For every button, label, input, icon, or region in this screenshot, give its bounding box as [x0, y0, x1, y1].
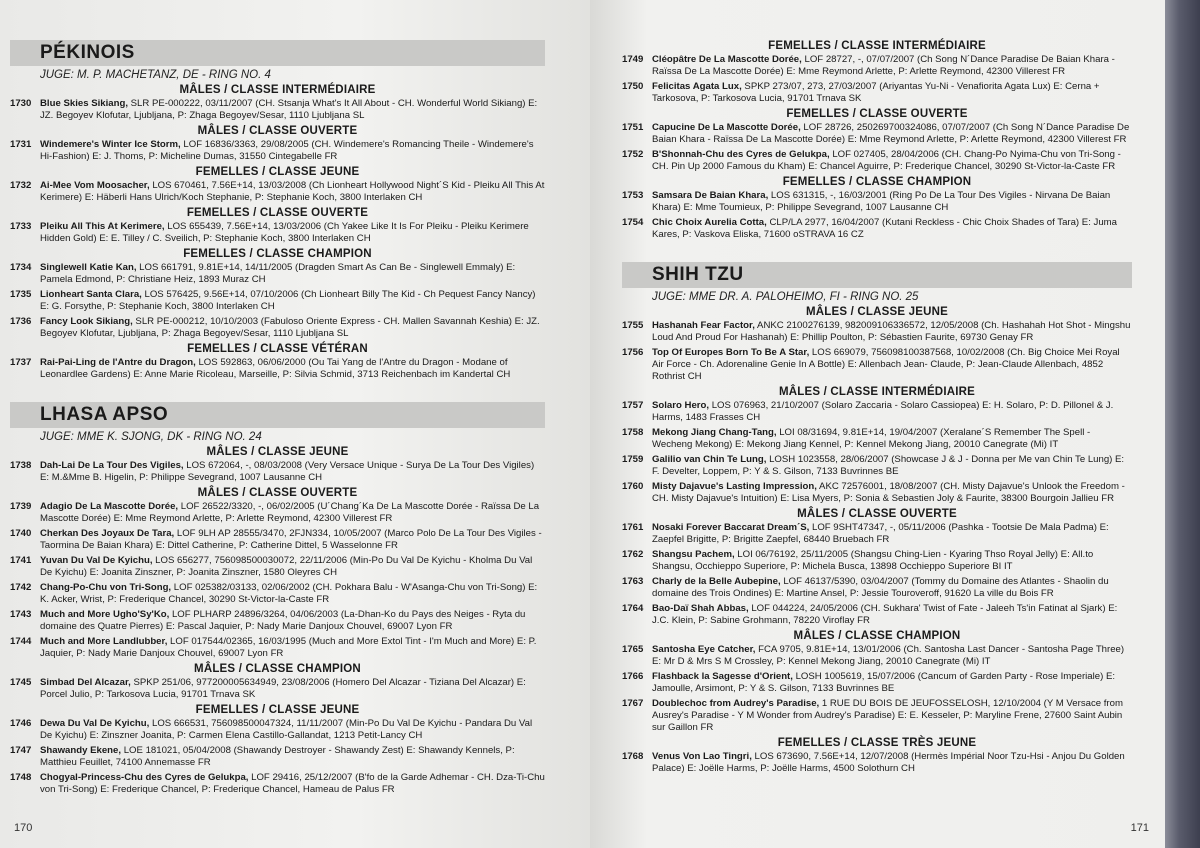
dog-name: Cherkan Des Joyaux De Tara,	[40, 528, 175, 539]
dog-name: Samsara De Baian Khara,	[652, 190, 769, 201]
dog-name: Flashback la Sagesse d'Orient,	[652, 671, 793, 682]
entry-number: 1742	[10, 582, 32, 593]
dog-name: Fancy Look Sikiang,	[40, 316, 133, 327]
entry-text	[652, 549, 1132, 573]
entry-text	[652, 217, 1132, 241]
entry-text	[40, 316, 545, 340]
entry-details: LOE 181021, 05/04/2008 (Shawandy Destroyer - Shawandy Zest) E: Shawandy Kennels, P: Matthieu Feuillet, 74100 Annemasse FR	[40, 745, 515, 768]
catalog-entry	[10, 528, 545, 552]
entry-text	[652, 671, 1132, 695]
class-heading: FEMELLES / CLASSE INTERMÉDIAIRE	[768, 40, 986, 52]
dog-name: Much and More Landlubber,	[40, 636, 168, 647]
entry-number: 1752	[622, 149, 644, 160]
entry-text	[652, 454, 1132, 478]
entry-number: 1747	[10, 745, 32, 756]
entry-text	[40, 139, 545, 163]
entry-number: 1748	[10, 772, 32, 783]
entry-details: LOSH 1005619, 15/07/2006 (Cancum of Garden Party - Rose Imperiale) E: Jamoulle, Arsimont, P: Y & S. Gilson, 7133 Buvrinnes BE	[652, 671, 1116, 694]
entry-number: 1740	[10, 528, 32, 539]
entry-text	[40, 772, 545, 796]
entry-number: 1746	[10, 718, 32, 729]
entry-text	[40, 745, 545, 769]
entry-number: 1759	[622, 454, 644, 465]
entry-number: 1739	[10, 501, 32, 512]
catalog-entry	[622, 751, 1132, 775]
left-page	[0, 0, 590, 848]
entry-text	[652, 400, 1132, 424]
entry-text	[652, 481, 1132, 505]
entry-number: 1741	[10, 555, 32, 566]
entry-details: CLP/LA 2977, 16/04/2007 (Kutani Reckless - Chic Choix Shades of Tara) E: Juma Kares, P: Vaskova Eliska, 71600 oSTRAVA 16 CZ	[652, 217, 1117, 240]
catalog-entry	[622, 320, 1132, 344]
entry-text	[652, 54, 1132, 78]
entry-text	[652, 751, 1132, 775]
dog-name: Venus Von Lao Tingri,	[652, 751, 752, 762]
class-heading: MÂLES / CLASSE JEUNE	[206, 446, 349, 458]
entry-text	[652, 576, 1132, 600]
entry-number: 1745	[10, 677, 32, 688]
entry-details: LOF 9LH AP 28555/3470, 2FJN334, 10/05/2007 (Marco Polo De La Tour Des Vigiles - Taormina De Baian Khara) E: Dittel Catherine, P: Catherine Dittel, 5 Wasselonne FR	[40, 528, 542, 551]
entry-details: 1 RUE DU BOIS DE JEUFOSSELOSH, 12/10/2004 (Y M Versace from Ausrey's Paradise - Y M Wonder from Audrey's Paradise) E: E. Kesseler, P: Maryline Frene, 27600 Saint Aubin sur Gaillon FR	[652, 698, 1123, 733]
catalog-entry	[622, 454, 1132, 478]
class-heading: MÂLES / CLASSE CHAMPION	[793, 630, 961, 642]
entry-number: 1762	[622, 549, 644, 560]
class-heading: MÂLES / CLASSE OUVERTE	[197, 125, 358, 137]
catalog-entry	[10, 221, 545, 245]
entry-text	[652, 427, 1132, 451]
entry-details: LOS 673690, 7.56E+14, 12/07/2008 (Hermès Impérial Noor Tzu-Hsi - Anjou Du Golden Palace) E: Joëlle Harms, P: Joëlle Harms, 4500 Solothurn CH	[652, 751, 1125, 774]
entry-text	[652, 81, 1132, 105]
class-heading: FEMELLES / CLASSE OUVERTE	[186, 207, 369, 219]
dog-name: Doublechoc from Audrey's Paradise,	[652, 698, 820, 709]
catalog-entry	[622, 122, 1132, 146]
catalog-entry	[10, 316, 545, 340]
catalog-entry	[622, 54, 1132, 78]
entry-text	[40, 582, 545, 606]
dog-name: Cléopâtre De La Mascotte Dorée,	[652, 54, 802, 65]
catalog-entry	[622, 671, 1132, 695]
entry-number: 1749	[622, 54, 644, 65]
entry-details: LOS 576425, 9.56E+14, 07/10/2006 (Ch Lionheart Billy The Kid - Ch Pequest Fancy Nancy) E: G. Forsythe, P: Stephanie Koch, 3800 Interlaken CH	[40, 289, 536, 312]
entry-details: LOF 16836/3363, 29/08/2005 (CH. Windemere's Romancing Theile - Windemere's Hi-Fashion) E: J. Thoms, P: Micheline Dumas, 31550 Cintegabelle FR	[40, 139, 534, 162]
catalog-entry	[622, 603, 1132, 627]
catalog-entry	[622, 576, 1132, 600]
entry-number: 1730	[10, 98, 32, 109]
dog-name: Capucine De La Mascotte Dorée,	[652, 122, 801, 133]
entry-text	[652, 603, 1132, 627]
catalog-entry	[622, 427, 1132, 451]
entry-text	[652, 698, 1132, 734]
entry-text	[40, 555, 545, 579]
entry-details: LOS 631315, -, 16/03/2001 (Ring Po De La Tour Des Vigiles - Nirvana De Baian Khara) E: Mme Toumieux, P: Philippe Sevegrand, 1007 Lausanne CH	[652, 190, 1111, 213]
entry-details: LOF 26522/3320, -, 06/02/2005 (U´Chang´Ka De La Mascotte Dorée - Raïssa De La Mascotte Dorée) E: Mme Reymond Arlette, P: Arlette Reymond, 42300 Villerest FR	[40, 501, 540, 524]
dog-name: Yuvan Du Val De Kyichu,	[40, 555, 153, 566]
page-edge	[1165, 0, 1200, 848]
entry-text	[40, 262, 545, 286]
entry-details: LOI 06/76192, 25/11/2005 (Shangsu Ching-Lien - Kyaring Thso Royal Jelly) E: All.to Shangsu, Occhieppo Superiore, P: Michela Busca, 13898 Occhieppo Superiore BI IT	[652, 549, 1094, 572]
entry-number: 1757	[622, 400, 644, 411]
catalog-entry	[10, 262, 545, 286]
dog-name: Chogyal-Princess-Chu des Cyres de Gelukpa,	[40, 772, 249, 783]
entry-text	[40, 98, 545, 122]
dog-name: Shawandy Ekene,	[40, 745, 122, 756]
catalog-entry	[10, 555, 545, 579]
dog-name: Chang-Po-Chu von Tri-Song,	[40, 582, 172, 593]
section-gap	[622, 244, 1132, 262]
entry-number: 1733	[10, 221, 32, 232]
entry-text	[652, 149, 1132, 173]
entry-number: 1754	[622, 217, 644, 228]
catalog-entry	[622, 481, 1132, 505]
catalog-entry	[10, 180, 545, 204]
entry-number: 1763	[622, 576, 644, 587]
dog-name: Pleiku All This At Kerimere,	[40, 221, 165, 232]
dog-name: Shangsu Pachem,	[652, 549, 735, 560]
catalog-entry	[10, 677, 545, 701]
entry-number: 1734	[10, 262, 32, 273]
entry-number: 1737	[10, 357, 32, 368]
entry-details: LOS 672064, -, 08/03/2008 (Very Versace Unique - Surya De La Tour Des Vigiles) E: M.&Mme B. Higelin, P: Philippe Sevegrand, 1007 Lausanne CH	[40, 460, 535, 483]
left-page-content	[10, 40, 545, 799]
catalog-entry	[622, 549, 1132, 573]
entry-details: SLR PE-000222, 03/11/2007 (CH. Stsanja What's It All About - CH. Wonderful World Sikiang) E: JZ. Begoyev Klofutar, Ljubljana, P: Zhaga Begoyev/Sesar, 1110 Ljubljana SL	[40, 98, 538, 121]
entry-text	[40, 221, 545, 245]
judge-line: JUGE: M. P. MACHETANZ, DE - RING NO. 4	[40, 69, 271, 81]
catalog-entry	[622, 644, 1132, 668]
class-heading: MÂLES / CLASSE JEUNE	[805, 306, 949, 318]
class-heading: FEMELLES / CLASSE JEUNE	[195, 704, 360, 716]
dog-name: Much and More Ugho'Sy'Ko,	[40, 609, 170, 620]
class-heading: FEMELLES / CLASSE JEUNE	[195, 166, 360, 178]
entry-details: FCA 9705, 9.81E+14, 13/01/2006 (Ch. Santosha Last Dancer - Santosha Page Three) E: Mr D & Mrs S M Crossley, P: Kennel Mekong Jiang, 20010 Canegrate (Mi) IT	[652, 644, 1125, 667]
class-heading: MÂLES / CLASSE OUVERTE	[197, 487, 358, 499]
dog-name: Galilio van Chin Te Lung,	[652, 454, 767, 465]
entry-number: 1735	[10, 289, 32, 300]
entry-number: 1731	[10, 139, 32, 150]
entry-details: LOF 9SHT47347, -, 05/11/2006 (Pashka - Tootsie De Mala Padma) E: Zaepfel Brigitte, P: Brigitte Zaepfel, 68440 Bruebach FR	[652, 522, 1109, 545]
entry-details: LOS 666531, 756098500047324, 11/11/2007 (Min-Po Du Val De Kyichu - Pandara Du Val De Kyichu) E: Zinszner Joanita, P: Carmen Elena Castillo-Gallandat, 1213 Petit-Lancy CH	[40, 718, 533, 741]
class-heading: FEMELLES / CLASSE CHAMPION	[782, 176, 972, 188]
dog-name: Solaro Hero,	[652, 400, 710, 411]
entry-details: LOI 08/31694, 9.81E+14, 19/04/2007 (Xeralane´S Remember The Spell - Wecheng Mekong) E: Mekong Jiang Kennel, P: Kennel Mekong Jiang, 20010 Canegrate (Mi) IT	[652, 427, 1091, 450]
dog-name: Top Of Europes Born To Be A Star,	[652, 347, 810, 358]
entry-number: 1761	[622, 522, 644, 533]
dog-name: Lionheart Santa Clara,	[40, 289, 142, 300]
dog-name: Dewa Du Val De Kyichu,	[40, 718, 150, 729]
catalog-entry	[10, 98, 545, 122]
catalog-entry	[10, 636, 545, 660]
catalog-entry	[10, 772, 545, 796]
dog-name: Windemere's Winter Ice Storm,	[40, 139, 181, 150]
catalog-entry	[10, 609, 545, 633]
catalog-entry	[622, 217, 1132, 241]
entry-details: LOF 46137/5390, 03/04/2007 (Tommy du Domaine des Atlantes - Shaolin du domaine des Trois Ondines) E: Martine Ansel, P: Jessie Touroveroff, 91620 La ville du Bois FR	[652, 576, 1109, 599]
dog-name: Simbad Del Alcazar,	[40, 677, 131, 688]
entry-text	[40, 180, 545, 204]
dog-name: Rai-Pai-Ling de l'Antre du Dragon,	[40, 357, 196, 368]
dog-name: Ai-Mee Vom Moosacher,	[40, 180, 150, 191]
entry-text	[40, 718, 545, 742]
catalog-entry	[622, 698, 1132, 734]
entry-text	[652, 320, 1132, 344]
catalog-entry	[622, 347, 1132, 383]
entry-number: 1758	[622, 427, 644, 438]
entry-number: 1732	[10, 180, 32, 191]
section-gap	[10, 384, 545, 402]
entry-number: 1768	[622, 751, 644, 762]
class-heading: FEMELLES / CLASSE VÉTÉRAN	[187, 343, 368, 355]
catalog-entry	[10, 289, 545, 313]
entry-details: LOF PLHARP 24896/3264, 04/06/2003 (La-Dhan-Ko du Pays des Neiges - Ryta du domaine des Quatre Pierres) E: Pascal Jaquier, P: Nady Marie Danjoux Chouvel, 69007 Lyon FR	[40, 609, 526, 632]
class-heading: FEMELLES / CLASSE CHAMPION	[183, 248, 372, 260]
dog-name: B'Shonnah-Chu des Cyres de Gelukpa,	[652, 149, 830, 160]
entry-details: LOF 025382/03133, 02/06/2002 (CH. Pokhara Balu - W'Asanga-Chu von Tri-Song) E: K. Acker, Wrist, P: Frederique Chancel, 30290 St-Victor-la-Caste FR	[40, 582, 538, 605]
class-heading: MÂLES / CLASSE CHAMPION	[194, 663, 361, 675]
entry-details: AKC 72576001, 18/08/2007 (CH. Misty Dajavue's Unlook the Freedom - CH. Misty Dajavue's Intuition) E: Lisa Myers, P: Sonia & Sebastien Joly & Faurite, 38300 Bourgoin Jallieu FR	[652, 481, 1125, 504]
dog-name: Felicitas Agata Lux,	[652, 81, 742, 92]
catalog-entry	[622, 522, 1132, 546]
entry-text	[40, 501, 545, 525]
entry-text	[40, 528, 545, 552]
entry-details: SPKP 273/07, 273, 27/03/2007 (Ariyantas Yu-Ni - Venafiorita Agata Lux) E: Cerna + Tarkosova, P: Tarkosova Lucia, 91701 Trnava SK	[652, 81, 1100, 104]
entry-text	[652, 644, 1132, 668]
dog-name: Misty Dajavue's Lasting Impression,	[652, 481, 817, 492]
entry-details: LOS 669079, 756098100387568, 10/02/2008 (Ch. Big Choice Mei Royal Air Force - Ch. Adorenaline Genie In A Bottle) E: Allenbach Jean- Claude, P: Jean-Claude Allenbach, 4852 Rothrist CH	[652, 347, 1120, 382]
page-number: 170	[14, 822, 33, 834]
page-number: 171	[1130, 822, 1149, 834]
entry-number: 1750	[622, 81, 644, 92]
entry-number: 1744	[10, 636, 32, 647]
entry-text	[40, 677, 545, 701]
right-page-content	[622, 38, 1132, 778]
entry-details: LOS 655439, 7.56E+14, 13/03/2006 (Ch Yakee Like It Is For Pleiku - Pleiku Kerimere Hidden Gold) E: E. Tilley / C. Sveilich, P: Stephanie Koch, 3800 Interlaken CH	[40, 221, 529, 244]
catalog-entry	[10, 582, 545, 606]
dog-name: Nosaki Forever Baccarat Dream´S,	[652, 522, 810, 533]
entry-number: 1760	[622, 481, 644, 492]
entry-text	[652, 122, 1132, 146]
entry-number: 1743	[10, 609, 32, 620]
entry-details: SPKP 251/06, 977200005634949, 23/08/2006 (Homero Del Alcazar - Tiziana Del Alcazar) E: Porcel Julio, P: Tarkosova Lucia, 91701 Trnava SK	[40, 677, 526, 700]
dog-name: Chic Choix Aurelia Cotta,	[652, 217, 767, 228]
dog-name: Santosha Eye Catcher,	[652, 644, 756, 655]
entry-details: LOS 656277, 756098500030072, 22/11/2006 (Min-Po Du Val De Kyichu - Kholma Du Val De Kyichu) E: Joanita Zinszner, P: Joanita Zinszner, 1580 Oleyres CH	[40, 555, 533, 578]
judge-line: JUGE: MME DR. A. PALOHEIMO, FI - RING NO. 25	[652, 291, 919, 303]
dog-name: Blue Skies Sikiang,	[40, 98, 128, 109]
entry-details: LOS 661791, 9.81E+14, 14/11/2005 (Dragden Smart As Can Be - Singlewell Emmaly) E: Pamela Edmond, P: Christiane Heiz, 1893 Muraz CH	[40, 262, 516, 285]
catalog-entry	[10, 745, 545, 769]
entry-number: 1765	[622, 644, 644, 655]
entry-number: 1755	[622, 320, 644, 331]
catalog-entry	[622, 81, 1132, 105]
entry-text	[652, 347, 1132, 383]
entry-number: 1756	[622, 347, 644, 358]
entry-number: 1751	[622, 122, 644, 133]
entry-text	[652, 522, 1132, 546]
judge-line: JUGE: MME K. SJONG, DK - RING NO. 24	[40, 431, 262, 443]
entry-number: 1767	[622, 698, 644, 709]
entry-details: LOS 592863, 06/06/2000 (Ou Tai Yang de l'Antre du Dragon - Modane of Leonardlee Gardens) E: Anne Marie Ricoleau, Marseille, P: Silvia Schmid, 3713 Reichenbach im Kandertal CH	[40, 357, 511, 380]
entry-details: ANKC 2100276139, 982009106336572, 12/05/2008 (Ch. Hashahah Hot Shot - Mingshu Loud And Proud For Hashanah) E: Phillip Poulton, P: Sébastien Faurite, 69730 Genay FR	[652, 320, 1131, 343]
entry-text	[40, 636, 545, 660]
entry-number: 1766	[622, 671, 644, 682]
entry-details: LOF 28726, 250269700324086, 07/07/2007 (Ch Song N´Dance Paradise De Baian Khara - Raïssa De La Mascotte Dorée) E: Mme Reymond Arlette, P: Arlette Reymond, 42300 Villerest FR	[652, 122, 1130, 145]
entry-details: LOF 29416, 25/12/2007 (B'fo de la Garde Adhemar - CH. Dza-Ti-Chu von Tri-Song) E: Frederique Chancel, P: Frederique Chancel, Hameau de Palus FR	[40, 772, 545, 795]
catalog-entry	[622, 400, 1132, 424]
dog-name: Mekong Jiang Chang-Tang,	[652, 427, 777, 438]
class-heading: MÂLES / CLASSE INTERMÉDIAIRE	[778, 386, 975, 398]
dog-name: Hashanah Fear Factor,	[652, 320, 755, 331]
entry-details: LOS 670461, 7.56E+14, 13/03/2008 (Ch Lionheart Hollywood Night´S Kid - Pleiku All This At Kerimere) E: Häberli Hans Ulrich/Koch Stephanie, P: Stephanie Koch, 3800 Interlaken CH	[40, 180, 545, 203]
catalog-entry	[10, 718, 545, 742]
entry-number: 1738	[10, 460, 32, 471]
entry-details: LOS 076963, 21/10/2007 (Solaro Zaccaria - Solaro Cassiopea) E: H. Solaro, P: D. Pillonel & J. Harms, 1483 Frasses CH	[652, 400, 1114, 423]
entry-details: LOF 044224, 24/05/2006 (CH. Sukhara' Twist of Fate - Jaleeh Ts'in Fatinat al Sjark) E: J.C. Klein, P: Sabine Grohmann, 78220 Viroflay FR	[652, 603, 1118, 626]
entry-number: 1736	[10, 316, 32, 327]
entry-number: 1764	[622, 603, 644, 614]
catalog-entry	[10, 357, 545, 381]
catalog-entry	[10, 139, 545, 163]
dog-name: Singlewell Katie Kan,	[40, 262, 137, 273]
entry-text	[40, 289, 545, 313]
entry-details: LOSH 1023558, 28/06/2007 (Showcase J & J - Donna per Me van Chin Te Lung) E: F. Develter, Loppem, P: Y & S. Gilson, 7133 Buvrinnes BE	[652, 454, 1125, 477]
catalog-entry	[622, 190, 1132, 214]
catalog-entry	[10, 501, 545, 525]
catalog-entry	[10, 460, 545, 484]
dog-name: Charly de la Belle Aubepine,	[652, 576, 781, 587]
entry-text	[652, 190, 1132, 214]
entry-details: LOF 28727, -, 07/07/2007 (Ch Song N´Dance Paradise De Baian Khara - Raïssa De La Mascotte Dorée) E: Mme Reymond Arlette, P: Arlette Reymond, 42300 Villerest FR	[652, 54, 1115, 77]
entry-text	[40, 609, 545, 633]
entry-details: LOF 017544/02365, 16/03/1995 (Much and More Extol Tint - I'm Much and More) E: P. Jaquier, P: Nady Marie Danjoux Chouvel, 69007 Lyon FR	[40, 636, 537, 659]
dog-name: Bao-Daï Shah Abbas,	[652, 603, 749, 614]
breed-heading: LHASA APSO	[10, 402, 545, 428]
dog-name: Adagio De La Mascotte Dorée,	[40, 501, 179, 512]
catalog-entry	[622, 149, 1132, 173]
breed-heading: SHIH TZU	[622, 262, 1132, 288]
entry-text	[40, 357, 545, 381]
right-page	[590, 0, 1165, 848]
entry-text	[40, 460, 545, 484]
breed-heading: PÉKINOIS	[10, 40, 545, 66]
class-heading: FEMELLES / CLASSE TRÈS JEUNE	[777, 737, 977, 749]
entry-number: 1753	[622, 190, 644, 201]
entry-details: SLR PE-000212, 10/10/2003 (Fabuloso Oriente Express - CH. Mallen Savannah Keshia) E: JZ. Begoyev Klofutar, Ljubljana, P: Zhaga Begoyev/Sesar, 1110 Ljubljana SL	[40, 316, 540, 339]
class-heading: FEMELLES / CLASSE OUVERTE	[786, 108, 968, 120]
entry-details: LOF 027405, 28/04/2006 (CH. Chang-Po Nyima-Chu von Tri-Song - CH. Pin Up 2000 Famous du Kham) E: Chancel Aguirre, P: Frederique Chancel, 30290 St-Victor-la-Caste FR	[652, 149, 1121, 172]
class-heading: MÂLES / CLASSE INTERMÉDIAIRE	[179, 84, 376, 96]
dog-name: Dah-Lai De La Tour Des Vigiles,	[40, 460, 184, 471]
class-heading: MÂLES / CLASSE OUVERTE	[797, 508, 957, 520]
